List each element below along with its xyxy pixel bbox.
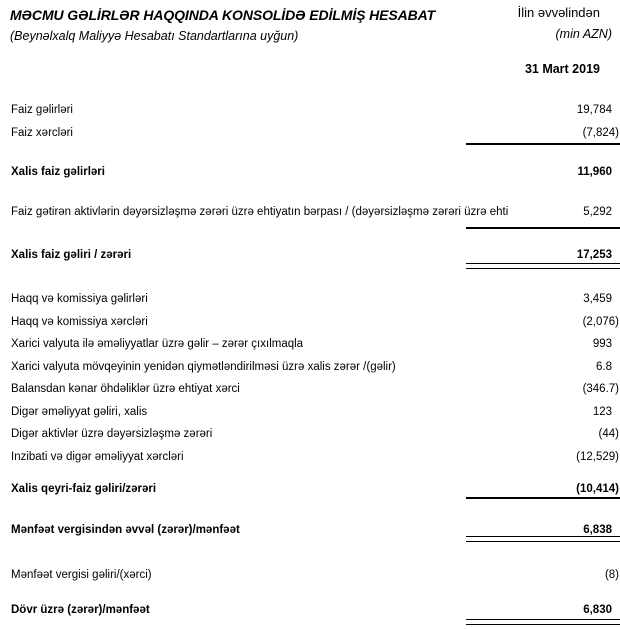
subtotal-rule xyxy=(466,143,620,145)
period-label: İlin əvvəlindən xyxy=(517,5,600,20)
row-label: Haqq və komissiya xərcləri xyxy=(11,316,148,328)
row-label: Xarici valyuta ilə əməliyyatlar üzrə gəlir – zərər çıxılmaqla xyxy=(11,338,304,350)
row-label: Xalis qeyri-faiz gəliri/zərəri xyxy=(11,483,157,495)
page-title: MƏCMU GƏLİRLƏR HAQQINDA KONSOLİDƏ EDİLMİŞ HESABAT xyxy=(10,7,436,23)
table-row-subtotal xyxy=(0,249,620,263)
column-header-date: 31 Mart 2019 xyxy=(524,62,600,76)
row-value: 6,838 xyxy=(583,524,612,536)
table-row-subtotal xyxy=(0,483,620,497)
row-value: (10,414) xyxy=(576,483,619,495)
row-label: Xalis faiz gəliri / zərəri xyxy=(11,249,132,261)
subtotal-rule xyxy=(466,497,620,499)
row-label: Mənfəət vergisindən əvvəl (zərər)/mənfəət xyxy=(11,524,240,536)
row-label: Balansdan kənar öhdəliklər üzrə ehtiyat xərci xyxy=(11,383,240,395)
table-row xyxy=(0,569,620,583)
table-row xyxy=(0,428,620,442)
table-row xyxy=(0,316,620,330)
table-row xyxy=(0,104,620,118)
table-row xyxy=(0,383,620,397)
row-label: Xalis faiz gəlirləri xyxy=(11,166,105,178)
row-value: 3,459 xyxy=(583,293,612,305)
row-value: (8) xyxy=(604,569,619,581)
row-value: 6.8 xyxy=(596,361,612,373)
table-row xyxy=(0,406,620,420)
table-row xyxy=(0,361,620,375)
table-row xyxy=(0,206,620,220)
row-value: (7,824) xyxy=(582,127,619,139)
row-value: 5,292 xyxy=(583,206,612,218)
row-label: Haqq və komissiya gəlirləri xyxy=(11,293,148,305)
row-label: Digər əməliyyat gəliri, xalis xyxy=(11,406,148,418)
table-row-total xyxy=(0,604,620,618)
row-label: Faiz gətirən aktivlərin dəyərsizləşmə zərəri üzrə ehtiyatın bərpası / (dəyərsizləşmə zərəri üzrə ehti xyxy=(11,206,509,218)
row-value: 6,830 xyxy=(583,604,612,616)
row-label: Digər aktivlər üzrə dəyərsizləşmə zərəri xyxy=(11,428,213,440)
page-subtitle: (Beynəlxalq Maliyyə Hesabatı Standartlarına uyğun) xyxy=(10,29,299,43)
row-label: Mənfəət vergisi gəliri/(xərci) xyxy=(11,569,152,581)
row-value: 123 xyxy=(592,406,612,418)
subtotal-rule xyxy=(466,227,620,229)
row-value: (44) xyxy=(598,428,619,440)
row-value: 19,784 xyxy=(576,104,612,116)
table-row xyxy=(0,451,620,465)
row-label: İnzibati və digər əməliyyat xərcləri xyxy=(11,451,184,463)
row-value: (12,529) xyxy=(576,451,619,463)
table-row-subtotal xyxy=(0,166,620,180)
table-row xyxy=(0,127,620,141)
row-label: Faiz xərcləri xyxy=(11,127,73,139)
total-double-rule xyxy=(466,619,620,625)
row-value: 11,960 xyxy=(577,166,612,178)
table-row xyxy=(0,338,620,352)
row-label: Faiz gəlirləri xyxy=(11,104,73,116)
total-double-rule xyxy=(466,263,620,269)
row-value: 993 xyxy=(592,338,612,350)
row-value: 17,253 xyxy=(576,249,612,261)
row-value: (2,076) xyxy=(582,316,619,328)
row-label: Dövr üzrə (zərər)/mənfəət xyxy=(11,604,150,616)
row-value: (346.7) xyxy=(582,383,619,395)
currency-unit-label: (min AZN) xyxy=(555,27,612,41)
row-label: Xarici valyuta mövqeyinin yenidən qiymətləndirilməsi üzrə xalis zərər /(gəlir) xyxy=(11,361,396,373)
table-row xyxy=(0,293,620,307)
total-double-rule xyxy=(466,536,620,542)
